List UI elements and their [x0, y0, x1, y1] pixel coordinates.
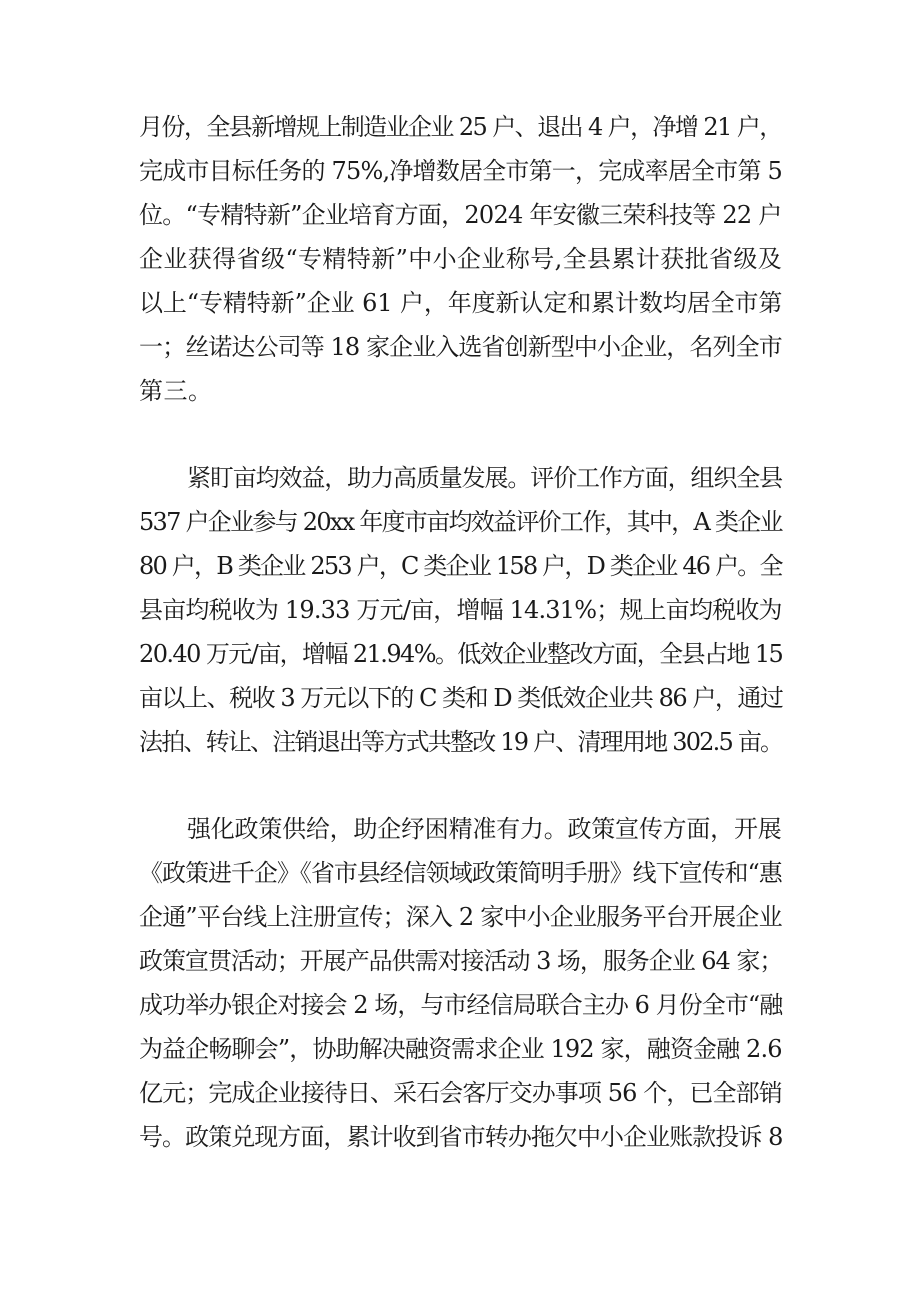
- text-line: 企通”平台线上注册宣传；深入 2 家中小企业服务平台开展企业: [139, 903, 782, 931]
- text-line: 《政策进千企》《省市县经信领域政策简明手册》线下宣传和“惠: [139, 859, 782, 887]
- text-line: 亩以上、税收 3 万元以下的 C 类和 D 类低效企业共 86 户，通过: [139, 684, 783, 712]
- text-line: 企业获得省级“专精特新”中小企业称号,全县累计获批省级及: [139, 245, 783, 273]
- text-line: 位。“专精特新”企业培育方面，2024 年安徽三荣科技等 22 户: [139, 201, 782, 229]
- text-line: 80 户，B 类企业 253 户，C 类企业 158 户，D 类企业 46 户。全: [139, 552, 782, 580]
- text-line: 法拍、转让、注销退出等方式共整改 19 户、清理用地 302.5 亩。: [139, 728, 783, 756]
- text-line: 一；丝诺达公司等 18 家企业入选省创新型中小企业，名列全市: [139, 333, 782, 361]
- text-line: 紧盯亩均效益，助力高质量发展。评价工作方面，组织全县: [187, 464, 782, 492]
- text-line: 以上“专精特新”企业 61 户，年度新认定和累计数均居全市第: [139, 289, 783, 317]
- text-line: 完成市目标任务的 75%,净增数居全市第一，完成率居全市第 5: [139, 157, 782, 185]
- text-line: 为益企畅聊会”，协助解决融资需求企业 192 家，融资金融 2.6: [139, 1035, 782, 1063]
- text-line: 政策宣贯活动；开展产品供需对接活动 3 场，服务企业 64 家；: [139, 947, 783, 975]
- text-line: 月份，全县新增规上制造业企业 25 户、退出 4 户，净增 21 户，: [139, 113, 782, 141]
- text-line: 号。政策兑现方面，累计收到省市转办拖欠中小企业账款投诉 8: [139, 1123, 783, 1151]
- text-line: 亿元；完成企业接待日、采石会客厅交办事项 56 个，已全部销: [139, 1079, 782, 1107]
- text-line: 20.40 万元/亩，增幅 21.94%。低效企业整改方面，全县占地 15: [139, 640, 783, 668]
- text-line: 强化政策供给，助企纾困精准有力。政策宣传方面，开展: [187, 815, 782, 843]
- text-line: 县亩均税收为 19.33 万元/亩，增幅 14.31%；规上亩均税收为: [139, 596, 782, 624]
- text-line: 537 户企业参与 20xx 年度市亩均效益评价工作，其中，A 类企业: [139, 508, 782, 536]
- text-line: 成功举办银企对接会 2 场，与市经信局联合主办 6 月份全市“融: [139, 991, 783, 1019]
- text-line: 第三。: [139, 377, 213, 405]
